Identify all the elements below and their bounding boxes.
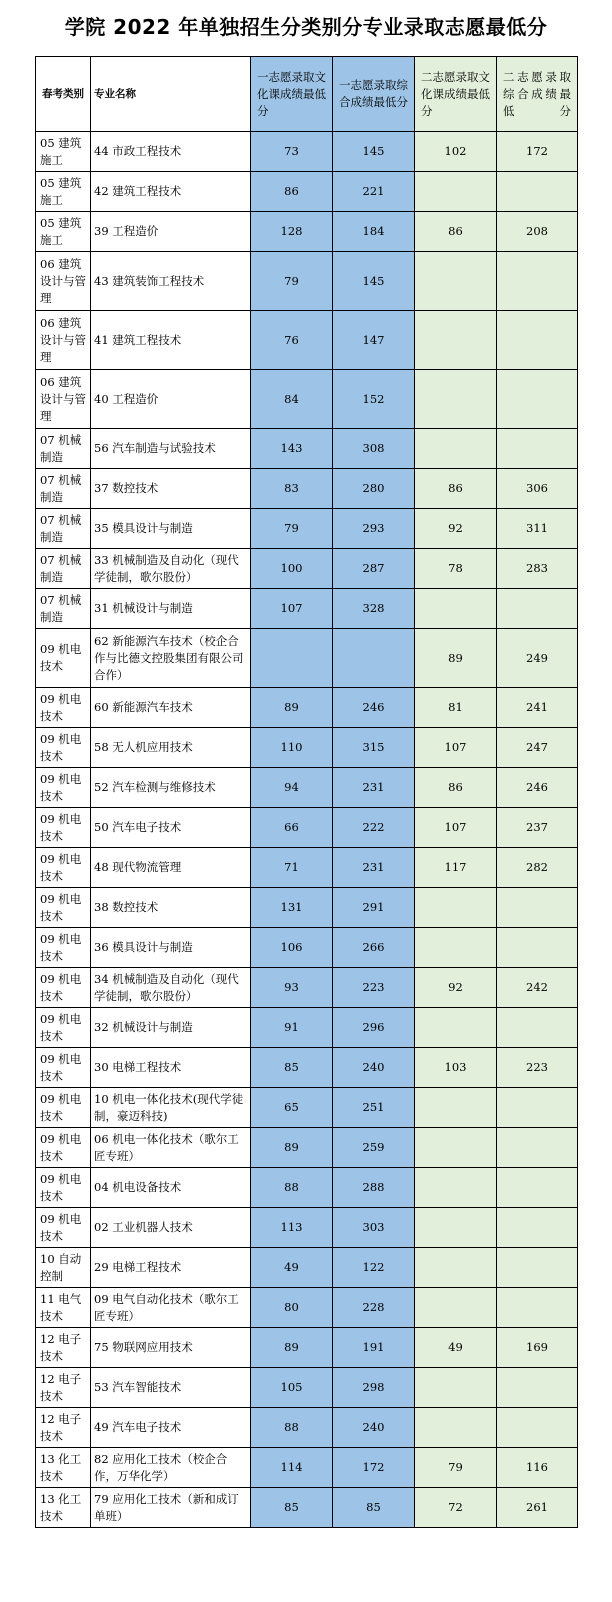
first-culture-cell: 91 — [251, 1008, 333, 1048]
first-total-cell: 221 — [333, 172, 415, 212]
second-total-cell — [497, 1248, 578, 1288]
category-cell: 09 机电技术 — [36, 888, 91, 928]
second-total-cell: 246 — [497, 768, 578, 808]
first-culture-cell: 93 — [251, 968, 333, 1008]
first-culture-cell: 79 — [251, 252, 333, 311]
second-culture-cell — [415, 1408, 497, 1448]
major-cell: 06 机电一体化技术（歌尔工匠专班） — [91, 1128, 251, 1168]
major-cell: 41 建筑工程技术 — [91, 311, 251, 370]
first-total-cell: 287 — [333, 549, 415, 589]
second-total-cell — [497, 1208, 578, 1248]
major-cell: 42 建筑工程技术 — [91, 172, 251, 212]
table-row — [36, 728, 578, 768]
second-culture-cell: 92 — [415, 968, 497, 1008]
first-total-cell: 223 — [333, 968, 415, 1008]
first-total-cell: 303 — [333, 1208, 415, 1248]
table-row — [36, 549, 578, 589]
major-cell: 52 汽车检测与维修技术 — [91, 768, 251, 808]
table-row — [36, 589, 578, 629]
header-second-total: 二志愿录取综合成绩最低分 — [497, 57, 578, 132]
major-cell: 62 新能源汽车技术（校企合作与比德文控股集团有限公司合作） — [91, 629, 251, 688]
category-cell: 09 机电技术 — [36, 928, 91, 968]
first-total-cell: 266 — [333, 928, 415, 968]
second-culture-cell — [415, 172, 497, 212]
table-row — [36, 509, 578, 549]
major-cell: 53 汽车智能技术 — [91, 1368, 251, 1408]
category-cell: 07 机械制造 — [36, 429, 91, 469]
header-major: 专业名称 — [91, 57, 251, 132]
second-culture-cell — [415, 1168, 497, 1208]
header-category: 春考类别 — [36, 57, 91, 132]
category-cell: 13 化工技术 — [36, 1488, 91, 1528]
first-total-cell: 147 — [333, 311, 415, 370]
table-row — [36, 688, 578, 728]
first-culture-cell: 84 — [251, 370, 333, 429]
second-total-cell — [497, 370, 578, 429]
second-culture-cell: 107 — [415, 728, 497, 768]
first-culture-cell: 114 — [251, 1448, 333, 1488]
table-row — [36, 1368, 578, 1408]
category-cell: 10 自动控制 — [36, 1248, 91, 1288]
table-row — [36, 848, 578, 888]
first-total-cell: 308 — [333, 429, 415, 469]
second-total-cell — [497, 1088, 578, 1128]
first-total-cell: 315 — [333, 728, 415, 768]
second-total-cell — [497, 1168, 578, 1208]
table-row — [36, 1288, 578, 1328]
first-culture-cell: 107 — [251, 589, 333, 629]
first-total-cell: 296 — [333, 1008, 415, 1048]
first-culture-cell: 79 — [251, 509, 333, 549]
major-cell: 34 机械制造及自动化（现代学徒制，歌尔股份） — [91, 968, 251, 1008]
second-total-cell — [497, 252, 578, 311]
table-row — [36, 888, 578, 928]
second-culture-cell: 72 — [415, 1488, 497, 1528]
first-culture-cell: 89 — [251, 688, 333, 728]
major-cell: 02 工业机器人技术 — [91, 1208, 251, 1248]
second-culture-cell — [415, 311, 497, 370]
category-cell: 09 机电技术 — [36, 848, 91, 888]
major-cell: 43 建筑装饰工程技术 — [91, 252, 251, 311]
table-row — [36, 1128, 578, 1168]
major-cell: 38 数控技术 — [91, 888, 251, 928]
major-cell: 56 汽车制造与试验技术 — [91, 429, 251, 469]
second-culture-cell — [415, 252, 497, 311]
second-culture-cell: 78 — [415, 549, 497, 589]
major-cell: 29 电梯工程技术 — [91, 1248, 251, 1288]
first-culture-cell: 85 — [251, 1048, 333, 1088]
table-row — [36, 370, 578, 429]
second-total-cell — [497, 1288, 578, 1328]
first-total-cell: 145 — [333, 252, 415, 311]
category-cell: 07 机械制造 — [36, 469, 91, 509]
major-cell: 31 机械设计与制造 — [91, 589, 251, 629]
category-cell: 09 机电技术 — [36, 968, 91, 1008]
category-cell: 09 机电技术 — [36, 768, 91, 808]
first-culture-cell: 100 — [251, 549, 333, 589]
first-culture-cell: 76 — [251, 311, 333, 370]
second-culture-cell — [415, 429, 497, 469]
table-row — [36, 808, 578, 848]
major-cell: 36 模具设计与制造 — [91, 928, 251, 968]
first-culture-cell: 88 — [251, 1408, 333, 1448]
major-cell: 10 机电一体化技术(现代学徒制，豪迈科技) — [91, 1088, 251, 1128]
major-cell: 33 机械制造及自动化（现代学徒制，歌尔股份） — [91, 549, 251, 589]
first-culture-cell: 86 — [251, 172, 333, 212]
second-culture-cell: 103 — [415, 1048, 497, 1088]
second-culture-cell — [415, 1008, 497, 1048]
category-cell: 12 电子技术 — [36, 1368, 91, 1408]
second-culture-cell: 86 — [415, 212, 497, 252]
first-culture-cell: 89 — [251, 1128, 333, 1168]
table-row — [36, 1168, 578, 1208]
header-first-culture: 一志愿录取文化课成绩最低分 — [251, 57, 333, 132]
page-title: 学院 2022 年单独招生分类别分专业录取志愿最低分 — [64, 15, 548, 39]
first-total-cell: 172 — [333, 1448, 415, 1488]
second-total-cell: 283 — [497, 549, 578, 589]
first-total-cell: 152 — [333, 370, 415, 429]
second-culture-cell: 79 — [415, 1448, 497, 1488]
table-row — [36, 212, 578, 252]
second-total-cell: 237 — [497, 808, 578, 848]
category-cell: 07 机械制造 — [36, 589, 91, 629]
table-row — [36, 629, 578, 688]
table-row — [36, 469, 578, 509]
first-culture-cell: 65 — [251, 1088, 333, 1128]
second-total-cell: 241 — [497, 688, 578, 728]
table-row — [36, 1048, 578, 1088]
second-culture-cell: 117 — [415, 848, 497, 888]
second-culture-cell: 49 — [415, 1328, 497, 1368]
second-total-cell — [497, 888, 578, 928]
first-culture-cell: 80 — [251, 1288, 333, 1328]
category-cell: 12 电子技术 — [36, 1328, 91, 1368]
major-cell: 48 现代物流管理 — [91, 848, 251, 888]
table-row — [36, 1408, 578, 1448]
category-cell: 09 机电技术 — [36, 1128, 91, 1168]
first-total-cell: 298 — [333, 1368, 415, 1408]
major-cell: 39 工程造价 — [91, 212, 251, 252]
category-cell: 12 电子技术 — [36, 1408, 91, 1448]
category-cell: 09 机电技术 — [36, 1208, 91, 1248]
category-cell: 07 机械制造 — [36, 549, 91, 589]
major-cell: 09 电气自动化技术（歌尔工匠专班） — [91, 1288, 251, 1328]
table-row — [36, 768, 578, 808]
first-total-cell: 222 — [333, 808, 415, 848]
second-culture-cell — [415, 928, 497, 968]
category-cell: 09 机电技术 — [36, 629, 91, 688]
second-total-cell — [497, 589, 578, 629]
first-culture-cell: 110 — [251, 728, 333, 768]
table-row — [36, 1448, 578, 1488]
second-culture-cell — [415, 1368, 497, 1408]
second-total-cell: 249 — [497, 629, 578, 688]
category-cell: 07 机械制造 — [36, 509, 91, 549]
category-cell: 05 建筑施工 — [36, 132, 91, 172]
category-cell: 09 机电技术 — [36, 688, 91, 728]
second-culture-cell: 86 — [415, 469, 497, 509]
table-row — [36, 429, 578, 469]
first-total-cell: 246 — [333, 688, 415, 728]
category-cell: 09 机电技术 — [36, 808, 91, 848]
first-culture-cell: 85 — [251, 1488, 333, 1528]
category-cell: 09 机电技术 — [36, 1088, 91, 1128]
major-cell: 44 市政工程技术 — [91, 132, 251, 172]
first-culture-cell: 128 — [251, 212, 333, 252]
second-total-cell — [497, 429, 578, 469]
first-total-cell: 251 — [333, 1088, 415, 1128]
first-total-cell: 184 — [333, 212, 415, 252]
second-total-cell: 311 — [497, 509, 578, 549]
major-cell: 60 新能源汽车技术 — [91, 688, 251, 728]
category-cell: 09 机电技术 — [36, 1048, 91, 1088]
second-culture-cell: 107 — [415, 808, 497, 848]
first-total-cell: 231 — [333, 768, 415, 808]
table-row — [36, 968, 578, 1008]
table-row — [36, 928, 578, 968]
second-culture-cell — [415, 1248, 497, 1288]
major-cell: 82 应用化工技术（校企合作，万华化学） — [91, 1448, 251, 1488]
category-cell: 05 建筑施工 — [36, 212, 91, 252]
first-culture-cell: 66 — [251, 808, 333, 848]
first-culture-cell: 143 — [251, 429, 333, 469]
major-cell: 49 汽车电子技术 — [91, 1408, 251, 1448]
table-body — [36, 132, 578, 1528]
major-cell: 35 模具设计与制造 — [91, 509, 251, 549]
first-total-cell: 240 — [333, 1408, 415, 1448]
second-total-cell: 208 — [497, 212, 578, 252]
second-culture-cell: 86 — [415, 768, 497, 808]
category-cell: 06 建筑设计与管理 — [36, 311, 91, 370]
header-first-total: 一志愿录取综合成绩最低分 — [333, 57, 415, 132]
category-cell: 09 机电技术 — [36, 1168, 91, 1208]
second-culture-cell: 102 — [415, 132, 497, 172]
first-total-cell: 122 — [333, 1248, 415, 1288]
table-row — [36, 1208, 578, 1248]
second-culture-cell — [415, 1088, 497, 1128]
first-total-cell: 231 — [333, 848, 415, 888]
second-culture-cell — [415, 888, 497, 928]
first-culture-cell: 94 — [251, 768, 333, 808]
major-cell: 50 汽车电子技术 — [91, 808, 251, 848]
first-total-cell — [333, 629, 415, 688]
second-total-cell: 169 — [497, 1328, 578, 1368]
second-culture-cell — [415, 589, 497, 629]
major-cell: 32 机械设计与制造 — [91, 1008, 251, 1048]
second-total-cell — [497, 928, 578, 968]
first-culture-cell: 71 — [251, 848, 333, 888]
first-total-cell: 280 — [333, 469, 415, 509]
second-total-cell: 247 — [497, 728, 578, 768]
first-culture-cell: 106 — [251, 928, 333, 968]
table-row — [36, 1328, 578, 1368]
first-total-cell: 293 — [333, 509, 415, 549]
major-cell: 75 物联网应用技术 — [91, 1328, 251, 1368]
second-culture-cell — [415, 1208, 497, 1248]
table-row — [36, 132, 578, 172]
major-cell: 58 无人机应用技术 — [91, 728, 251, 768]
category-cell: 05 建筑施工 — [36, 172, 91, 212]
table-row — [36, 172, 578, 212]
first-culture-cell: 131 — [251, 888, 333, 928]
second-total-cell: 116 — [497, 1448, 578, 1488]
admission-score-table — [35, 56, 578, 1528]
header-second-culture: 二志愿录取文化课成绩最低分 — [415, 57, 497, 132]
first-total-cell: 328 — [333, 589, 415, 629]
first-total-cell: 85 — [333, 1488, 415, 1528]
second-total-cell — [497, 1008, 578, 1048]
second-total-cell: 282 — [497, 848, 578, 888]
first-total-cell: 288 — [333, 1168, 415, 1208]
first-culture-cell: 73 — [251, 132, 333, 172]
category-cell: 11 电气技术 — [36, 1288, 91, 1328]
category-cell: 06 建筑设计与管理 — [36, 252, 91, 311]
category-cell: 13 化工技术 — [36, 1448, 91, 1488]
first-total-cell: 228 — [333, 1288, 415, 1328]
second-total-cell — [497, 1128, 578, 1168]
first-total-cell: 191 — [333, 1328, 415, 1368]
first-culture-cell: 105 — [251, 1368, 333, 1408]
first-total-cell: 291 — [333, 888, 415, 928]
second-total-cell: 306 — [497, 469, 578, 509]
first-culture-cell — [251, 629, 333, 688]
first-total-cell: 145 — [333, 132, 415, 172]
first-culture-cell: 49 — [251, 1248, 333, 1288]
major-cell: 79 应用化工技术（新和成订单班） — [91, 1488, 251, 1528]
table-row — [36, 252, 578, 311]
major-cell: 40 工程造价 — [91, 370, 251, 429]
table-row — [36, 1248, 578, 1288]
second-culture-cell — [415, 1128, 497, 1168]
second-total-cell: 223 — [497, 1048, 578, 1088]
second-culture-cell: 89 — [415, 629, 497, 688]
table-row — [36, 1008, 578, 1048]
major-cell: 37 数控技术 — [91, 469, 251, 509]
category-cell: 09 机电技术 — [36, 1008, 91, 1048]
second-culture-cell — [415, 1288, 497, 1328]
second-total-cell — [497, 172, 578, 212]
second-total-cell — [497, 1368, 578, 1408]
table-header-row — [36, 57, 578, 132]
table-row — [36, 1088, 578, 1128]
first-culture-cell: 113 — [251, 1208, 333, 1248]
second-total-cell: 261 — [497, 1488, 578, 1528]
major-cell: 30 电梯工程技术 — [91, 1048, 251, 1088]
second-total-cell — [497, 311, 578, 370]
table-row — [36, 311, 578, 370]
major-cell: 04 机电设备技术 — [91, 1168, 251, 1208]
category-cell: 06 建筑设计与管理 — [36, 370, 91, 429]
second-culture-cell: 81 — [415, 688, 497, 728]
second-total-cell — [497, 1408, 578, 1448]
first-culture-cell: 89 — [251, 1328, 333, 1368]
first-culture-cell: 88 — [251, 1168, 333, 1208]
table-row — [36, 1488, 578, 1528]
first-total-cell: 240 — [333, 1048, 415, 1088]
first-total-cell: 259 — [333, 1128, 415, 1168]
second-total-cell: 172 — [497, 132, 578, 172]
second-culture-cell: 92 — [415, 509, 497, 549]
second-culture-cell — [415, 370, 497, 429]
category-cell: 09 机电技术 — [36, 728, 91, 768]
first-culture-cell: 83 — [251, 469, 333, 509]
second-total-cell: 242 — [497, 968, 578, 1008]
